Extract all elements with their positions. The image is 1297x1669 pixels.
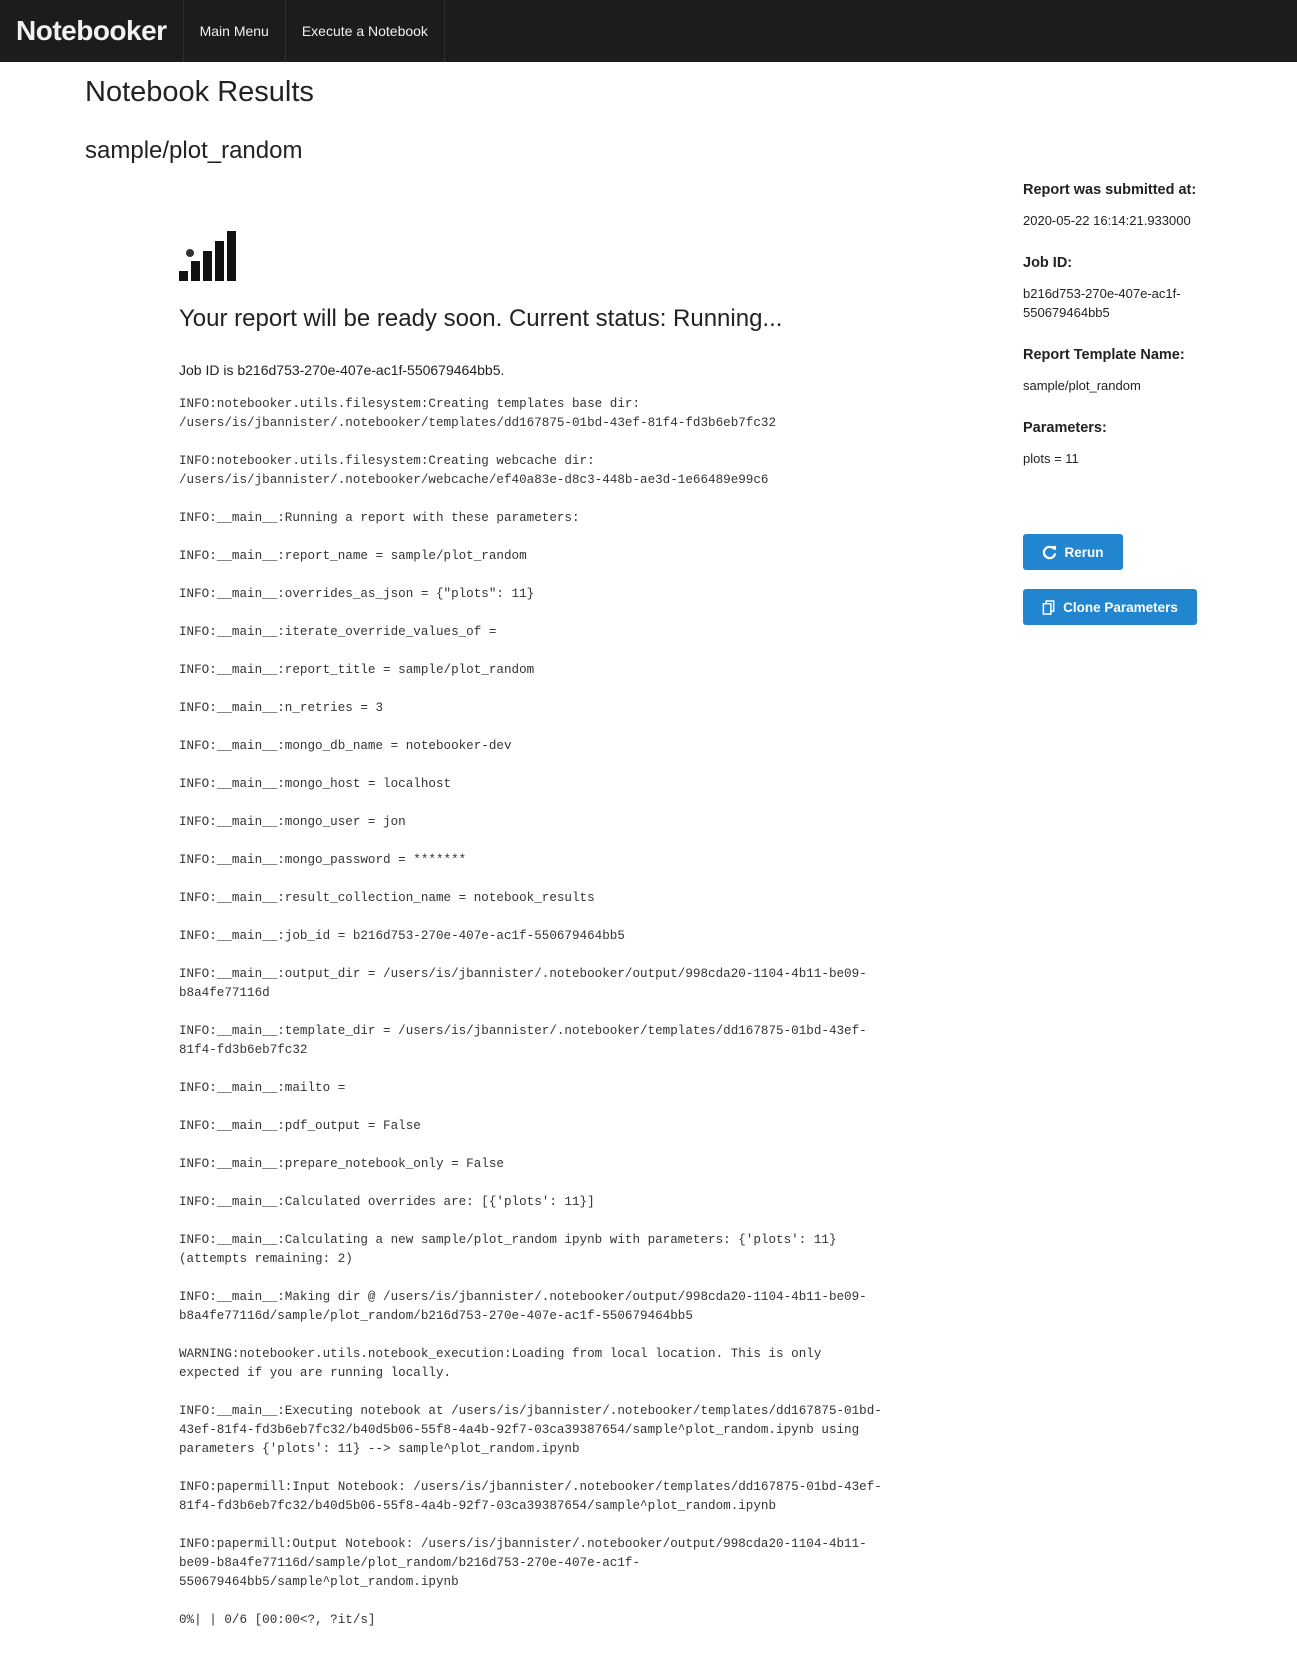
log-entry: INFO:papermill:Output Notebook: /users/is/jbannister/.notebooker/output/998cda20-1104-4b11- be09-b8a4fe77116d/sample/plot_random/b216d753-270e-407e-ac1f- 550679464bb5/sample^plot_random.ipynb xyxy=(179,1537,867,1589)
log-entry: INFO:__main__:Running a report with these parameters: xyxy=(179,511,580,525)
template-value: sample/plot_random xyxy=(1023,378,1141,393)
job-id-value: b216d753-270e-407e-ac1f- 550679464bb5 xyxy=(1023,286,1181,320)
log-entry: WARNING:notebooker.utils.notebook_execution:Loading from local location. This is only expected if you are running locally. xyxy=(179,1347,822,1380)
navbar xyxy=(0,0,1297,62)
log-entry: INFO:__main__:Calculating a new sample/plot_random ipynb with parameters: {'plots': 11} (attempts remaining: 2) xyxy=(179,1233,837,1266)
log-entry: INFO:papermill:Input Notebook: /users/is/jbannister/.notebooker/templates/dd167875-01bd-43ef- 81f4-fd3b6eb7fc32/b40d5b06-55f8-4a4b-92f7-03ca39387654/sample^plot_random.ipynb xyxy=(179,1480,882,1513)
rerun-button[interactable] xyxy=(1023,534,1123,570)
log-entry: INFO:__main__:mongo_user = jon xyxy=(179,815,406,829)
log-entry: INFO:__main__:overrides_as_json = {"plots": 11} xyxy=(179,587,535,601)
job-id-label: Job ID: xyxy=(1023,255,1073,271)
clone-parameters-label: Clone Parameters xyxy=(1063,599,1178,615)
nav-execute-notebook[interactable]: Execute a Notebook xyxy=(286,0,445,62)
log-entry: INFO:__main__:report_title = sample/plot_random xyxy=(179,663,535,677)
log-entry: INFO:__main__:prepare_notebook_only = False xyxy=(179,1157,504,1171)
log-entry: INFO:notebooker.utils.filesystem:Creating templates base dir: /users/is/jbannister/.notebooker/templates/dd167875-01bd-43ef-81f4-fd3b6eb7fc32 xyxy=(179,397,777,430)
template-label: Report Template Name: xyxy=(1023,347,1185,363)
copy-icon xyxy=(1042,600,1056,615)
log-entry: INFO:__main__:mailto = xyxy=(179,1081,346,1095)
log-entry: INFO:__main__:Calculated overrides are: [{'plots': 11}] xyxy=(179,1195,595,1209)
log-entry: INFO:__main__:mongo_password = ******* xyxy=(179,853,467,867)
log-entry: INFO:__main__:pdf_output = False xyxy=(179,1119,421,1133)
log-entry: 0%| | 0/6 [00:00<?, ?it/s] xyxy=(179,1613,376,1627)
status-message: Your report will be ready soon. Current status: Running... xyxy=(179,305,783,332)
brand-logo[interactable]: Notebooker xyxy=(0,0,184,62)
report-name: sample/plot_random xyxy=(85,137,303,164)
report-sidebar xyxy=(1023,182,1263,468)
redo-icon xyxy=(1042,545,1057,560)
log-entry: INFO:__main__:Executing notebook at /users/is/jbannister/.notebooker/templates/dd167875-01bd- 43ef-81f4-fd3b6eb7fc32/b40d5b06-55f8-4a4b-92f7-03ca39387654/sample^plot_random.ipynb using parameters {'plots': 11} --> sample^plot_random.ipynb xyxy=(179,1404,882,1456)
submitted-label: Report was submitted at: xyxy=(1023,182,1197,198)
job-id-line: Job ID is b216d753-270e-407e-ac1f-550679464bb5. xyxy=(179,362,505,378)
log-entry: INFO:__main__:Making dir @ /users/is/jbannister/.notebooker/output/998cda20-1104-4b11-be09- b8a4fe77116d/sample/plot_random/b216d753-270e-407e-ac1f-550679464bb5 xyxy=(179,1290,867,1323)
execution-log xyxy=(179,395,882,1649)
log-entry: INFO:__main__:output_dir = /users/is/jbannister/.notebooker/output/998cda20-1104-4b11-be09- b8a4fe77116d xyxy=(179,967,867,1000)
log-entry: INFO:__main__:job_id = b216d753-270e-407e-ac1f-550679464bb5 xyxy=(179,929,625,943)
page-title: Notebook Results xyxy=(85,76,314,108)
rerun-label: Rerun xyxy=(1064,544,1104,560)
clone-parameters-button[interactable] xyxy=(1023,589,1197,625)
log-entry: INFO:__main__:report_name = sample/plot_random xyxy=(179,549,527,563)
log-entry: INFO:__main__:result_collection_name = notebook_results xyxy=(179,891,595,905)
parameters-value: plots = 11 xyxy=(1023,451,1079,466)
signal-bars-icon xyxy=(179,231,251,281)
log-entry: INFO:__main__:mongo_host = localhost xyxy=(179,777,452,791)
log-entry: INFO:__main__:iterate_override_values_of = xyxy=(179,625,497,639)
log-entry: INFO:__main__:n_retries = 3 xyxy=(179,701,384,715)
log-entry: INFO:__main__:template_dir = /users/is/jbannister/.notebooker/templates/dd167875-01bd-43ef- 81f4-fd3b6eb7fc32 xyxy=(179,1024,867,1057)
log-entry: INFO:notebooker.utils.filesystem:Creating webcache dir: /users/is/jbannister/.notebooker/webcache/ef40a83e-d8c3-448b-ae3d-1e66489e99c6 xyxy=(179,454,769,487)
nav-main-menu[interactable]: Main Menu xyxy=(184,0,286,62)
parameters-label: Parameters: xyxy=(1023,420,1107,436)
submitted-value: 2020-05-22 16:14:21.933000 xyxy=(1023,213,1191,228)
log-entry: INFO:__main__:mongo_db_name = notebooker-dev xyxy=(179,739,512,753)
